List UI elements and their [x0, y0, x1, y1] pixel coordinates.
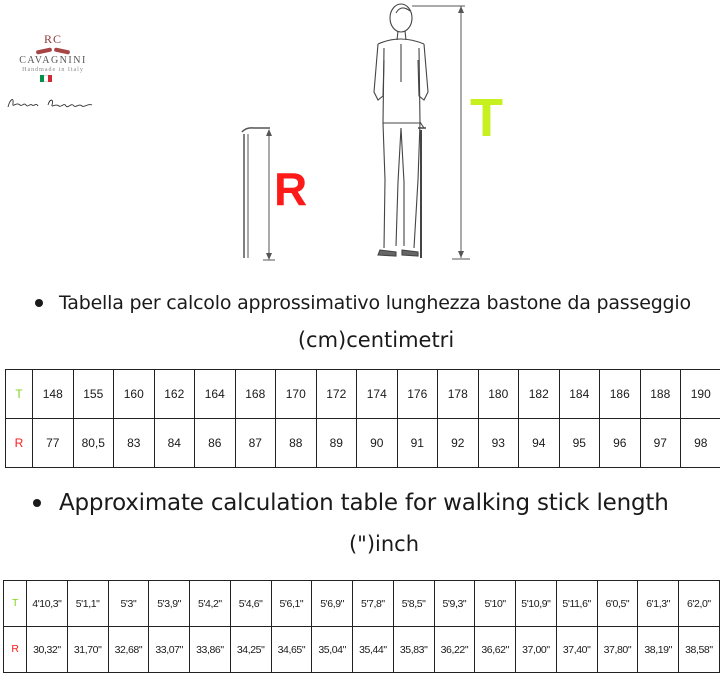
table-cell: 97 — [640, 419, 681, 468]
table-cell: 38,58" — [679, 627, 720, 673]
table-cell: 98 — [681, 419, 720, 468]
table-row-r — [4, 627, 720, 673]
table-cell: 88 — [276, 419, 317, 468]
table-cell: 31,70" — [67, 627, 108, 673]
inch-section-heading — [0, 490, 720, 516]
table-row-t — [6, 370, 720, 419]
table-cell: 5'11,6" — [556, 581, 597, 627]
table-cell: 34,25" — [230, 627, 271, 673]
cm-section-heading — [0, 292, 720, 314]
table-cell: 170 — [276, 370, 317, 419]
table-cell: 89 — [316, 419, 357, 468]
table-cell: 4'10,3" — [27, 581, 68, 627]
table-cell: 180 — [478, 370, 519, 419]
table-cell: 5'4,6" — [230, 581, 271, 627]
table-cell: 5'3" — [108, 581, 149, 627]
cm-length-table — [5, 369, 720, 468]
table-cell: 86 — [195, 419, 236, 468]
table-cell: 190 — [681, 370, 720, 419]
table-cell: 35,44" — [353, 627, 394, 673]
table-cell: 33,86" — [190, 627, 231, 673]
table-cell: 33,07" — [149, 627, 190, 673]
table-cell: 36,62" — [475, 627, 516, 673]
table-cell: 184 — [559, 370, 600, 419]
table-cell: 160 — [114, 370, 155, 419]
row-label-t: T — [6, 370, 33, 419]
table-cell: 37,40" — [556, 627, 597, 673]
cm-section-title: Tabella per calcolo approssimativo lunghezza bastone da passeggio — [59, 292, 691, 314]
table-cell: 176 — [397, 370, 438, 419]
inch-unit-label: (")inch — [348, 532, 420, 556]
table-cell: 6'1,3" — [638, 581, 679, 627]
table-cell: 37,80" — [597, 627, 638, 673]
table-cell: 37,00" — [516, 627, 557, 673]
table-cell: 5'1,1" — [67, 581, 108, 627]
table-cell: 83 — [114, 419, 155, 468]
table-cell: 178 — [438, 370, 479, 419]
inch-length-table — [3, 580, 720, 673]
table-cell: 93 — [478, 419, 519, 468]
cm-unit-label: (cm)centimetri — [297, 328, 455, 352]
table-row-r — [6, 419, 720, 468]
table-cell: 168 — [235, 370, 276, 419]
table-cell: 90 — [357, 419, 398, 468]
table-cell: 5'10,9" — [516, 581, 557, 627]
table-cell: 80,5 — [73, 419, 114, 468]
table-cell: 5'6,1" — [271, 581, 312, 627]
table-cell: 38,19" — [638, 627, 679, 673]
table-cell: 162 — [154, 370, 195, 419]
table-cell: 155 — [73, 370, 114, 419]
table-cell: 6'2,0" — [679, 581, 720, 627]
table-cell: 174 — [357, 370, 398, 419]
logo-tagline: Handmade in Italy — [22, 67, 84, 73]
table-cell: 96 — [600, 419, 641, 468]
row-label-r: R — [4, 627, 27, 673]
table-cell: 35,04" — [312, 627, 353, 673]
table-cell: 148 — [33, 370, 74, 419]
table-cell: 182 — [519, 370, 560, 419]
table-cell: 186 — [600, 370, 641, 419]
table-cell: 35,83" — [393, 627, 434, 673]
bullet-icon — [35, 299, 43, 307]
table-cell: 5'4,2" — [190, 581, 231, 627]
table-cell: 92 — [438, 419, 479, 468]
table-cell: 5'6,9" — [312, 581, 353, 627]
measurement-illustration — [0, 0, 720, 270]
table-cell: 164 — [195, 370, 236, 419]
table-cell: 91 — [397, 419, 438, 468]
table-cell: 36,22" — [434, 627, 475, 673]
table-cell: 5'3,9" — [149, 581, 190, 627]
row-label-r: R — [6, 419, 33, 468]
table-cell: 5'8,5" — [393, 581, 434, 627]
person-figure-icon — [374, 4, 428, 258]
table-cell: 30,32" — [27, 627, 68, 673]
table-cell: 5'9,3" — [434, 581, 475, 627]
table-cell: 172 — [316, 370, 357, 419]
table-cell: 5'10" — [475, 581, 516, 627]
logo-brand-name: CAVAGNINI — [19, 55, 87, 66]
table-cell: 94 — [519, 419, 560, 468]
inch-section-title: Approximate calculation table for walking stick length — [59, 490, 669, 516]
walking-stick-icon — [242, 128, 270, 258]
logo-monogram: RC — [43, 32, 62, 46]
table-cell: 5'7,8" — [353, 581, 394, 627]
table-cell: 32,68" — [108, 627, 149, 673]
table-cell: 34,65" — [271, 627, 312, 673]
table-cell: 84 — [154, 419, 195, 468]
table-cell: 188 — [640, 370, 681, 419]
table-cell: 6'0,5" — [597, 581, 638, 627]
bullet-icon — [33, 499, 41, 507]
stick-length-label: R — [274, 163, 308, 215]
table-cell: 87 — [235, 419, 276, 468]
row-label-t: T — [4, 581, 27, 627]
table-row-t — [4, 581, 720, 627]
table-cell: 77 — [33, 419, 74, 468]
table-cell: 95 — [559, 419, 600, 468]
person-height-label: T — [470, 88, 503, 148]
